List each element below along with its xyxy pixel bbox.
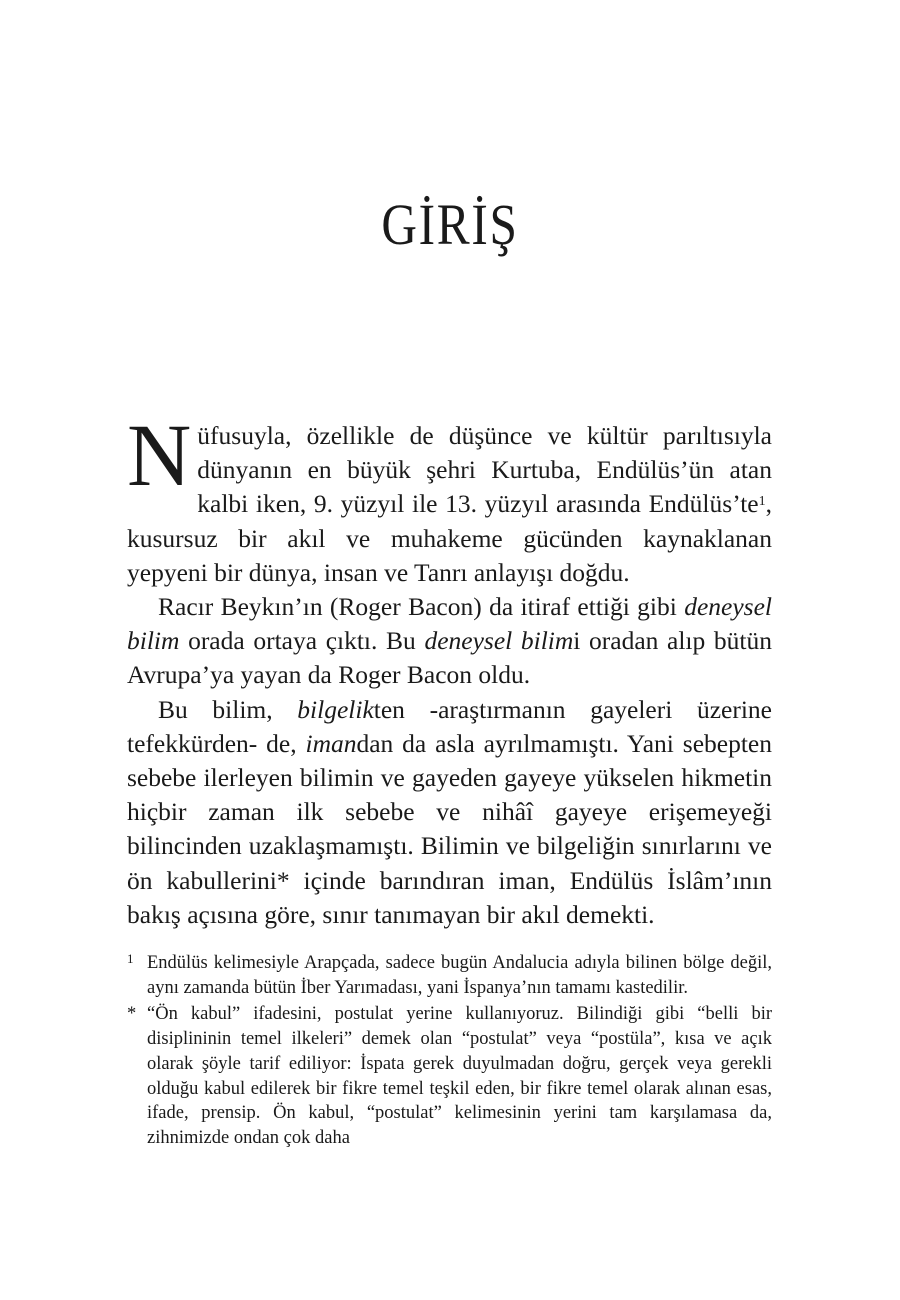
footnote-mark: * xyxy=(127,1004,137,1025)
paragraph-3-text: dan da asla ayrılmamıştı. Yani sebepten sebebe ilerleyen bilimin ve gayeden gayeye yükselen hikmetin hiçbir zaman ilk sebebe ve nihâî gayeye erişemeyeği bilincinden uzaklaşmamıştı. Bilimin ve bilgeliğin sınırlarını ve ön kabullerini* içinde barındıran iman, Endülüs İslâm’ının bakış açısına göre, sınır tanımayan bir akıl demekti. xyxy=(127,728,772,929)
paragraph-2-text: orada ortaya çıktı. Bu xyxy=(179,626,425,656)
paragraph-1-text-b: , kusursuz bir akıl ve muhakeme gücünden kaynaklanan yepyeni bir dünya, insan ve Tanrı anlayışı doğdu. xyxy=(127,489,772,587)
footnote-1 xyxy=(127,951,772,1000)
paragraph-2 xyxy=(127,590,772,693)
paragraph-1-text-a: üfusuyla, özellikle de düşünce ve kültür parıltısıyla dünyanın en büyük şehri Kurtuba, Endülüs’ün atan kalbi iken, 9. yüzyıl ile 13. yüzyıl arasında Endülüs’te xyxy=(197,421,772,519)
body-text xyxy=(127,407,772,932)
paragraph-2-text: i oradan alıp bütün Avrupa’ya yayan da Roger Bacon oldu. xyxy=(127,626,772,690)
paragraph-3-text: ten -araştırmanın gayeleri üzerine tefekkürden- de, xyxy=(127,694,772,758)
paragraph-2-text: Racır Beykın’ın (Roger Bacon) da itiraf ettiği gibi xyxy=(158,592,685,622)
page-title: GİRİŞ xyxy=(381,191,519,257)
footnote-mark: 1 xyxy=(127,951,134,966)
italic-term: deneysel bilim xyxy=(424,626,574,656)
paragraph-3-text: Bu bilim, xyxy=(158,694,298,724)
italic-term: deneysel bilim xyxy=(127,592,772,656)
italic-term: iman xyxy=(305,728,357,758)
footnote-text: Endülüs kelimesiyle Arapçada, sadece bugün Andalucia adıyla bilinen bölge değil, aynı zamanda bütün İber Yarımadası, yani İspanya’nın tamamı kastedilir. xyxy=(147,953,772,998)
footnote-asterisk xyxy=(127,1002,772,1150)
drop-cap: N xyxy=(127,407,192,505)
footnotes xyxy=(127,951,772,1153)
paragraph-1 xyxy=(127,407,772,590)
footnote-reference: 1 xyxy=(758,494,766,510)
italic-term: bilgelik xyxy=(297,694,374,724)
footnote-text: “Ön kabul” ifadesini, postulat yerine kullanıyoruz. Bilindiği gibi “belli bir disiplininin temel ilkeleri” demek olan “postulat” veya “postüla”, kısa ve açık olarak şöyle tarif ediliyor: İspata gerek duyulmadan doğru, gerçek veya gerekli olduğu kabul edilerek bir fikre temel teşkil eden, bir fikre temel olarak alınan esas, ifade, prensip. Ön kabul, “postulat” kelimesinin yerini tam karşılamasa da, zihnimizde ondan çok daha xyxy=(147,1004,772,1148)
paragraph-3 xyxy=(127,693,772,932)
